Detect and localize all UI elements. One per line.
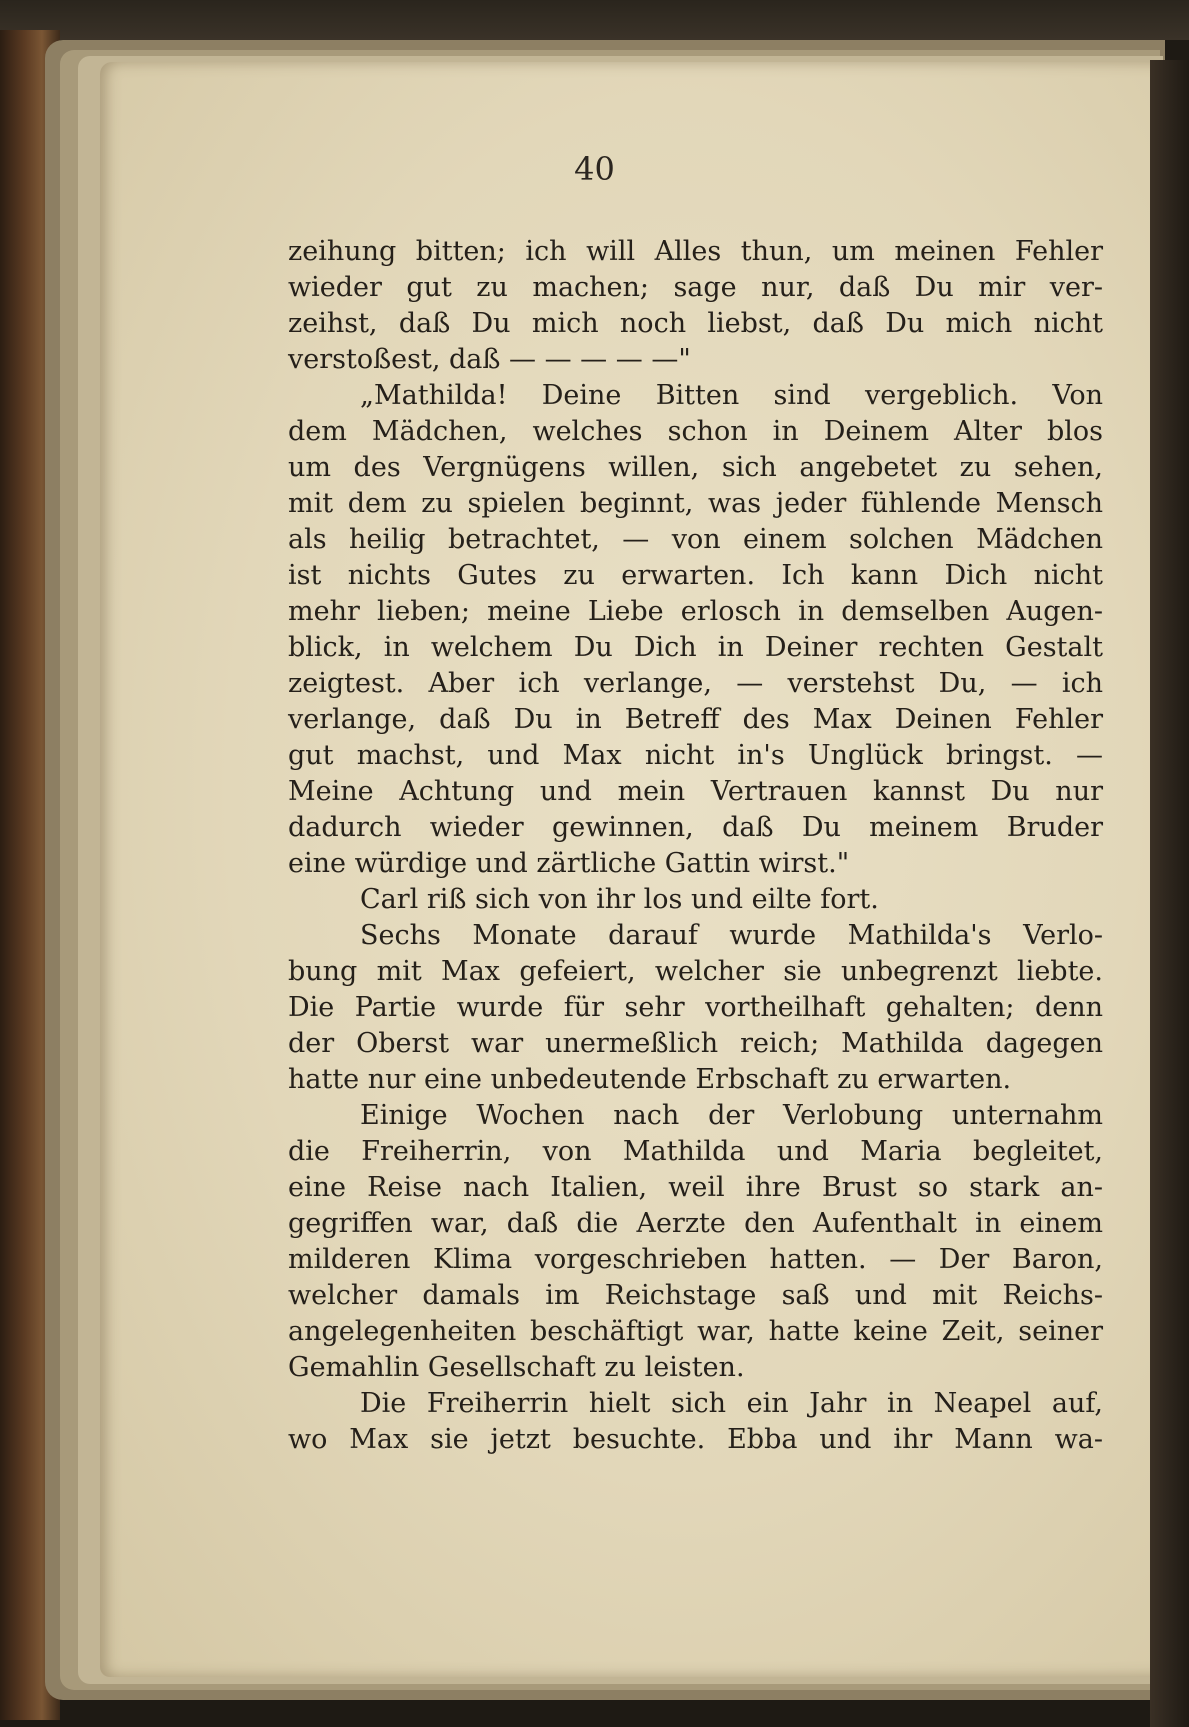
text-line: „Mathilda! Deine Bitten sind vergeblich. Von [360,380,1103,411]
text-line: der Oberst war unermeßlich reich; Mathilda dagegen [288,1028,1103,1059]
text-line: zeihung bitten; ich will Alles thun, um meinen Fehler [288,236,1103,267]
text-line: gut machst, und Max nicht in's Unglück bringst. — [288,740,1103,771]
text-line: blick, in welchem Du Dich in Deiner rechten Gestalt [288,632,1103,663]
scan-background [0,0,1189,40]
text-line: Einige Wochen nach der Verlobung unternahm [360,1100,1103,1131]
text-line: welcher damals im Reichstage saß und mit Reichs- [288,1280,1103,1311]
text-line: hatte nur eine unbedeutende Erbschaft zu erwarten. [288,1064,1012,1095]
text-line: verlange, daß Du in Betreff des Max Deinen Fehler [288,704,1103,735]
facing-page-edge [1150,60,1189,1727]
text-line: zeigtest. Aber ich verlange, — verstehst Du, — ich [288,668,1103,699]
text-line: Gemahlin Gesellschaft zu leisten. [288,1352,745,1383]
text-line: verstoßest, daß — — — — —" [288,344,691,375]
text-line: Carl riß sich von ihr los und eilte fort. [360,884,879,915]
text-line: dadurch wieder gewinnen, daß Du meinem Bruder [288,812,1103,843]
text-line: angelegenheiten beschäftigt war, hatte keine Zeit, seiner [288,1316,1103,1347]
text-line: dem Mädchen, welches schon in Deinem Alter blos [288,416,1103,447]
text-line: zeihst, daß Du mich noch liebst, daß Du mich nicht [288,308,1103,339]
text-line: mehr lieben; meine Liebe erlosch in demselben Augen- [288,596,1103,627]
text-line: gegriffen war, daß die Aerzte den Aufenthalt in einem [288,1208,1103,1239]
text-line: als heilig betrachtet, — von einem solchen Mädchen [288,524,1103,555]
text-line: ist nichts Gutes zu erwarten. Ich kann Dich nicht [288,560,1103,591]
text-line: eine Reise nach Italien, weil ihre Brust so stark an- [288,1172,1103,1203]
text-line: wo Max sie jetzt besuchte. Ebba und ihr Mann wa- [288,1424,1103,1455]
text-line: Sechs Monate darauf wurde Mathilda's Verlo- [360,920,1103,951]
text-line: die Freiherrin, von Mathilda und Maria begleitet, [288,1136,1103,1167]
text-line: Meine Achtung und mein Vertrauen kannst Du nur [288,776,1103,807]
page-number: 40 [574,150,615,188]
text-line: eine würdige und zärtliche Gattin wirst." [288,848,850,879]
text-line: Die Freiherrin hielt sich ein Jahr in Neapel auf, [360,1388,1103,1419]
text-line: mit dem zu spielen beginnt, was jeder fühlende Mensch [288,488,1103,519]
text-line: wieder gut zu machen; sage nur, daß Du mir ver- [288,272,1103,303]
body-text [288,234,1103,1458]
text-line: Die Partie wurde für sehr vortheilhaft gehalten; denn [288,992,1103,1023]
text-line: um des Vergnügens willen, sich angebetet zu sehen, [288,452,1103,483]
text-line: milderen Klima vorgeschrieben hatten. — Der Baron, [288,1244,1103,1275]
text-line: bung mit Max gefeiert, welcher sie unbegrenzt liebte. [288,956,1103,987]
